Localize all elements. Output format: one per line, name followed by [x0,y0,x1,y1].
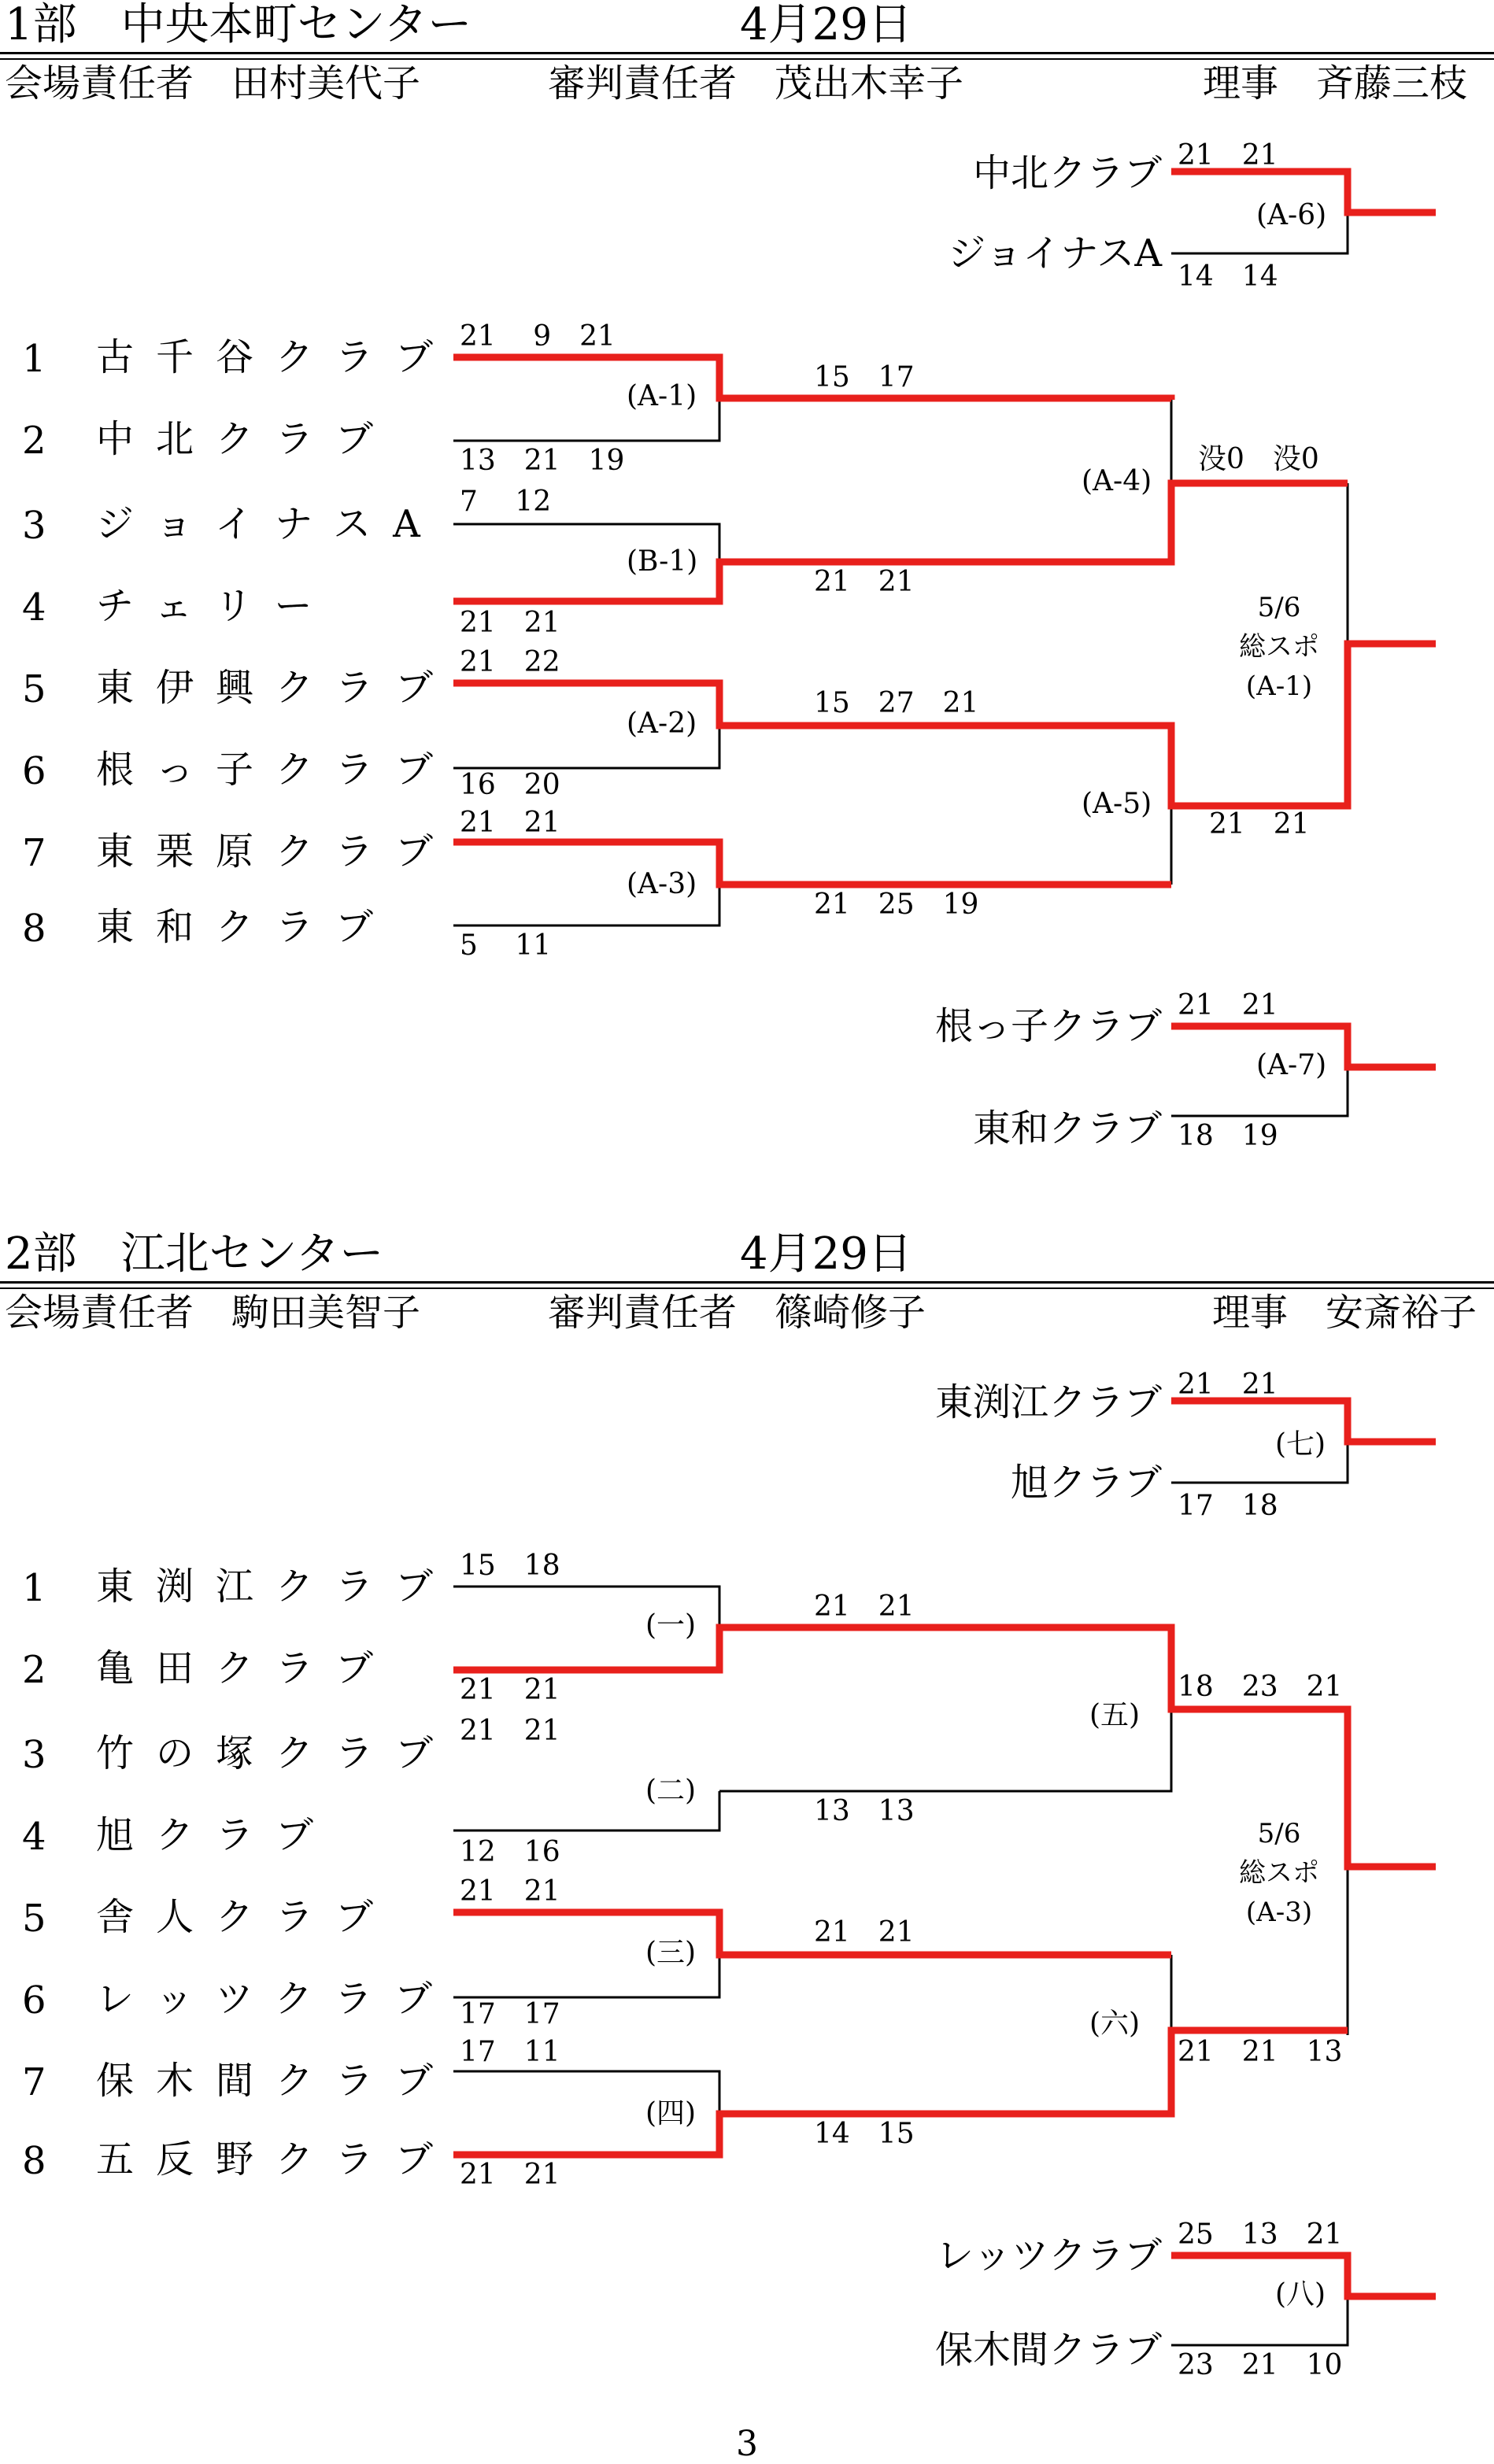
team-number: 5 [22,1897,46,1941]
team-name: 旭クラブ [1010,1461,1162,1505]
score: 13 21 19 [460,445,625,477]
match-code: (三) [645,1937,697,1969]
final-code: (A-1) [1245,670,1313,702]
referee-manager: 審判責任者 篠崎修子 [548,1291,926,1335]
score: 25 13 21 [1178,2218,1343,2251]
section-date: 4月29日 [740,0,912,50]
score: 21 21 [1178,989,1278,1021]
score: 21 22 [460,646,560,678]
team-number: 2 [22,1648,46,1692]
score: 13 13 [814,1795,915,1827]
team-number: 3 [22,1733,46,1777]
section-1 [0,0,1494,1228]
team-number: 2 [22,419,46,463]
score: 14 15 [814,2118,915,2150]
match-code: (A-3) [627,868,697,900]
team-name: 東伊興クラブ [96,666,456,710]
score: 21 21 [814,1916,915,1949]
score: 21 21 [1178,1369,1278,1401]
score: 21 21 [460,1875,560,1908]
venue-manager: 会場責任者 駒田美智子 [5,1291,421,1335]
page-number: 3 [736,2424,758,2464]
score: 21 21 [814,566,915,598]
score: 14 14 [1178,260,1278,293]
final-code: (A-3) [1245,1897,1313,1928]
match-code: (A-1) [627,380,697,412]
team-number: 4 [22,586,46,630]
team-name: ジョイナスA [948,231,1162,275]
match-code: (一) [645,1609,697,1642]
score: 12 16 [460,1836,560,1868]
director: 理事 安斎裕子 [1212,1291,1477,1335]
director: 理事 斉藤三枝 [1203,61,1468,105]
team-name: 東和クラブ [972,1106,1162,1151]
section-title: 2部 江北センター [5,1228,384,1280]
score: 21 21 [460,607,560,639]
team-name: 古千谷クラブ [96,335,456,379]
team-name: レッツクラブ [96,1977,455,2021]
venue-manager: 会場責任者 田村美代子 [5,61,421,105]
team-name: 根っ子クラブ [96,748,456,792]
score: 16 20 [460,769,560,801]
score: 15 18 [460,1550,560,1582]
team-number: 7 [22,2060,46,2104]
team-number: 6 [22,1978,46,2023]
score: 没0 没0 [1198,443,1319,475]
team-name: 旭クラブ [96,1813,336,1857]
team-name: 保木間クラブ [934,2328,1162,2372]
score: 21 21 [460,1715,560,1747]
team-name: 東渕江クラブ [934,1380,1162,1424]
score: 21 25 19 [814,888,979,921]
score: 17 17 [460,1998,560,2030]
team-name: 保木間クラブ [96,2059,456,2103]
team-name: レッツクラブ [935,2233,1162,2277]
team-name: 中北クラブ [96,417,396,461]
final-venue-name: 総スポ [1239,1857,1319,1889]
match-code: (六) [1089,2008,1141,2040]
team-number: 1 [22,1566,46,1610]
section-date: 4月29日 [740,1228,912,1280]
match-code: (七) [1275,1428,1326,1461]
score: 21 21 [460,807,560,839]
final-venue-date: 5/6 [1257,592,1301,623]
match-code: (A-4) [1082,465,1152,497]
team-name: 根っ子クラブ [934,1004,1162,1048]
team-name: 中北クラブ [972,151,1162,195]
team-name: 五反野クラブ [96,2137,456,2181]
team-number: 8 [22,2139,46,2183]
score: 7 12 [460,486,552,518]
team-number: 5 [22,667,46,711]
score: 21 21 [460,2159,560,2191]
team-number: 4 [22,1815,46,1859]
match-code: (八) [1275,2278,1326,2311]
section-title: 1部 中央本町センター [5,0,472,50]
score: 18 19 [1178,1120,1278,1152]
section-2 [0,1229,1494,2457]
final-venue-date: 5/6 [1257,1818,1301,1849]
score: 17 11 [460,2036,560,2068]
match-code: (A-7) [1256,1049,1327,1081]
score: 21 21 [1178,139,1278,172]
team-number: 6 [22,749,46,793]
team-number: 1 [22,337,46,381]
team-name: ジョイナスA [96,502,442,546]
team-number: 3 [22,504,46,548]
team-name: 亀田クラブ [96,1646,396,1690]
score: 21 9 21 [460,320,616,353]
match-code: (四) [645,2097,697,2130]
score: 21 21 [1209,808,1310,840]
score: 21 21 [814,1590,915,1623]
score: 21 21 [460,1674,560,1706]
team-name: 東渕江クラブ [96,1564,456,1609]
team-number: 8 [22,907,46,951]
team-name: 東栗原クラブ [96,829,456,874]
match-code: (五) [1089,1699,1141,1731]
match-code: (二) [645,1775,697,1807]
score: 15 27 21 [814,687,979,719]
team-name: チェリー [96,584,335,628]
match-code: (A-6) [1256,199,1327,231]
team-name: 舎人クラブ [96,1895,396,1939]
score: 23 21 10 [1178,2349,1343,2381]
score: 15 17 [814,361,915,393]
team-name: 東和クラブ [96,905,396,949]
match-code: (A-5) [1082,788,1152,820]
match-code: (A-2) [627,707,697,740]
score: 5 11 [460,929,552,962]
match-code: (B-1) [627,545,698,578]
score: 17 18 [1178,1490,1278,1522]
team-number: 7 [22,831,46,875]
referee-manager: 審判責任者 茂出木幸子 [548,61,964,105]
team-name: 竹の塚クラブ [96,1731,456,1775]
score: 21 21 13 [1178,2036,1343,2068]
final-venue-name: 総スポ [1239,631,1319,663]
score: 18 23 21 [1178,1671,1343,1703]
